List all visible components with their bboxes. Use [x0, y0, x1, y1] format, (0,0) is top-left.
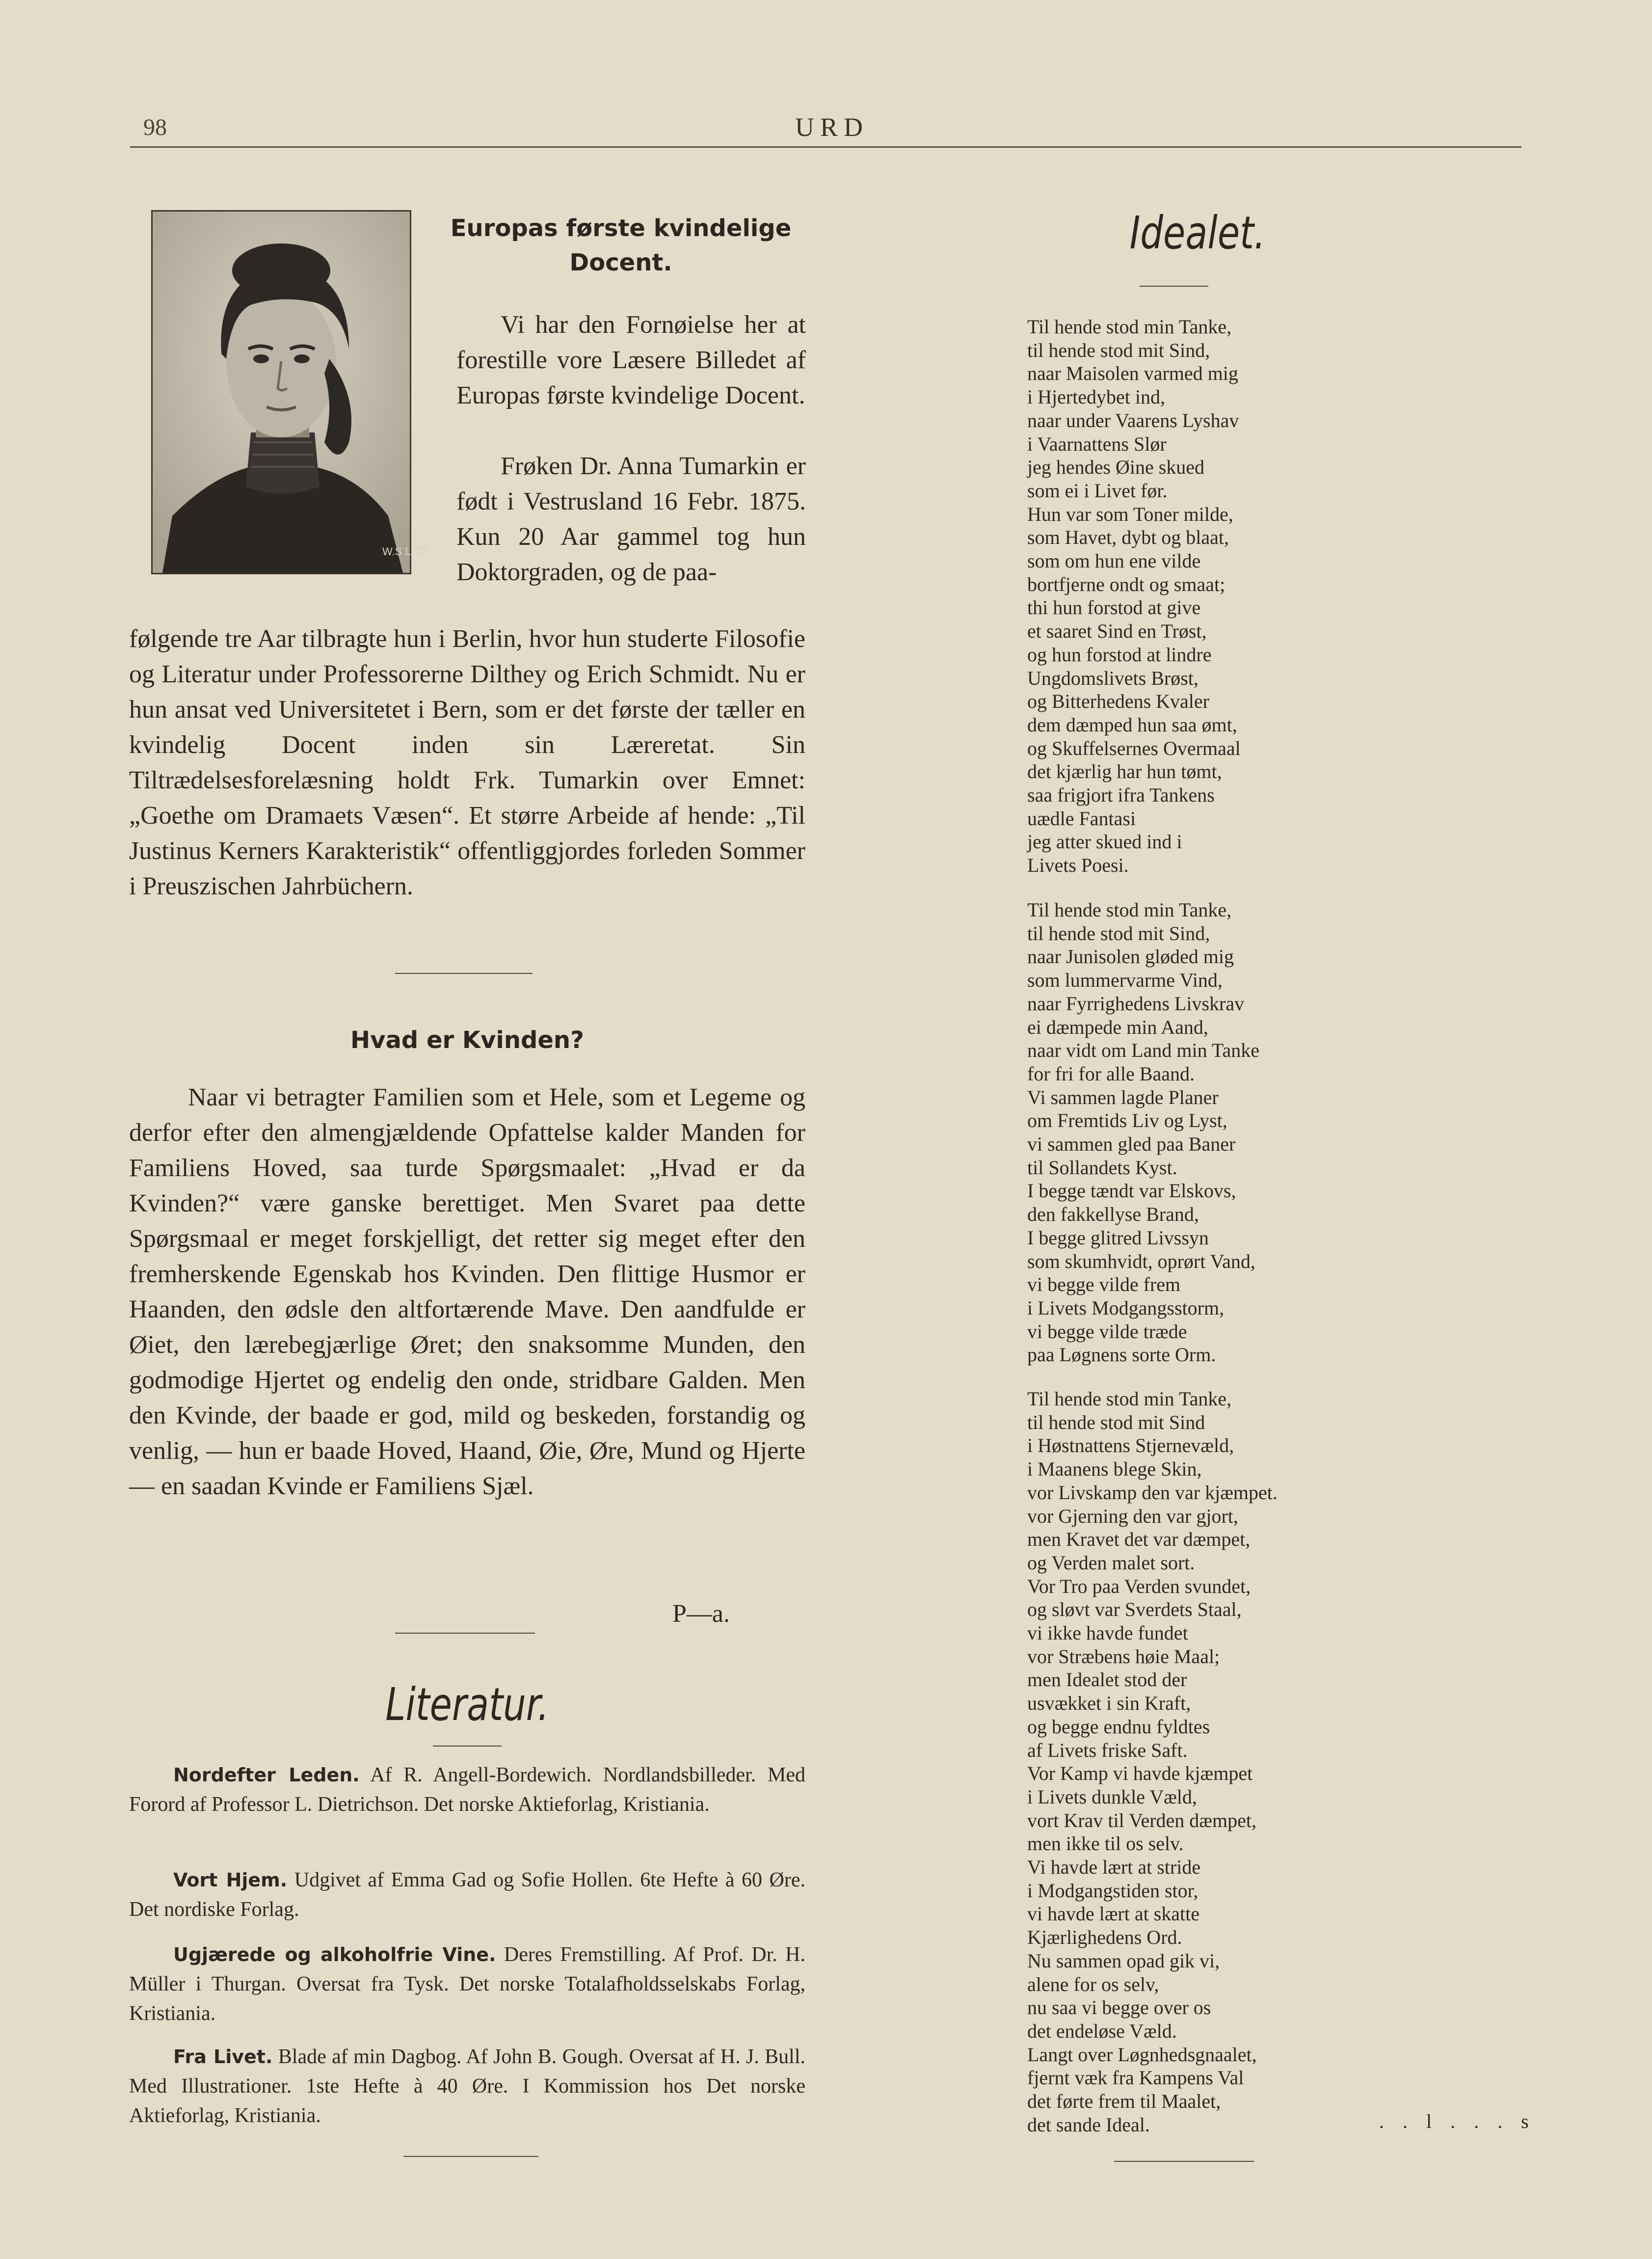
poem-line: I begge tændt var Elskovs,: [1027, 1180, 1236, 1202]
poem-line: men Idealet stod der: [1027, 1668, 1187, 1691]
poem-line: naar under Vaarens Lyshav: [1027, 409, 1239, 431]
poem-stanza-1: [1027, 315, 1469, 877]
poem-line: Hun var som Toner milde,: [1027, 503, 1233, 525]
journal-title: URD: [795, 112, 869, 142]
poem-line: usvækket i sin Kraft,: [1027, 1692, 1191, 1715]
poem-line: og hun forstod at lindre: [1027, 643, 1212, 666]
section-divider: [403, 2156, 538, 2157]
poem-line: jeg atter skued ind i: [1027, 831, 1182, 853]
article-heading-europas: [432, 211, 810, 280]
poem-line: det endeløse Væld.: [1027, 2019, 1177, 2042]
article-paragraph: [456, 449, 806, 620]
poem-line: i Modgangstiden stor,: [1027, 1879, 1199, 1902]
poem-line: naar Maisolen varmed mig: [1027, 362, 1238, 385]
poem-line: Vi sammen lagde Planer: [1027, 1086, 1219, 1108]
poem-line: det sande Ideal.: [1027, 2113, 1150, 2136]
section-divider: [395, 973, 533, 974]
article-body: Naar vi betragter Familien som et Hele, som et Legeme og derfor efter den almengjældende Opfattelse kalder Manden for Familiens Hoved, saa turde Spørgsmaalet: „Hvad er da Kvinden?“ være ganske berettiget. Men Svaret paa dette Spørgsmaal er meget forskjelligt, det retter sig meget efter den fremherskende Egenskab hos Kvinden. Den flittige Husmor er Haanden, den ødsle den altfortærende Mave. Den aandfulde er Øiet, den lærebegjærlige Øret; den snaksomme Munden, den godmodige Hjertet og endelig den onde, stridbare Galden. Men den Kvinde, der baade er god, mild og beskeden, forstandig og venlig, — hun er baade Hoved, Haand, Øie, Øre, Mund og Hjerte — en saadan Kvinde er Familiens Sjæl.: [129, 1083, 805, 1500]
poem-line: vi sammen gled paa Baner: [1027, 1133, 1236, 1156]
portrait-photo: [151, 210, 428, 574]
poem-line: Ungdomslivets Brøst,: [1027, 667, 1199, 689]
poem-line: det kjærlig har hun tømt,: [1027, 760, 1222, 783]
entry-text: Deres Fremstilling. Af Prof. Dr. H. Müller i Thurgan. Oversat fra Tysk. Det norske Totalafholdsselskabs Forlag, Kristiania.: [129, 1943, 806, 2025]
section-divider: [395, 1633, 535, 1634]
poem-line: til hende stod mit Sind,: [1027, 922, 1210, 944]
poem-line: det førte frem til Maalet,: [1027, 2090, 1221, 2113]
poem-line: fjernt væk fra Kampens Val: [1027, 2067, 1244, 2089]
literature-entry: [129, 1760, 805, 1819]
poem-line: som lummervarme Vind,: [1027, 969, 1223, 992]
poem-line: ei dæmpede min Aand,: [1027, 1016, 1208, 1038]
poem-line: til hende stod mit Sind,: [1027, 339, 1210, 361]
entry-title: Ugjærede og alkoholfrie Vine.: [173, 1944, 496, 1965]
poem-line: i Maanens blege Skin,: [1027, 1458, 1202, 1480]
poem-line: I begge glitred Livssyn: [1027, 1226, 1209, 1249]
poem-line: Til hende stod min Tanke,: [1027, 899, 1232, 921]
section-divider: [1114, 2161, 1254, 2162]
paragraph-start: Frøken Dr. Anna Tumarkin er født i Vestrusland 16 Febr. 1875. Kun 20 Aar gammel tog hun Doktorgraden, og de paa-: [456, 452, 806, 586]
poem-line: Langt over Løgnhedsgnaalet,: [1027, 2043, 1257, 2066]
poem-line: vort Krav til Verden dæmpet,: [1027, 1809, 1256, 1831]
poem-line: som skumhvidt, oprørt Vand,: [1027, 1250, 1255, 1272]
poem-line: vi begge vilde træde: [1027, 1320, 1187, 1343]
poem-line: vor Livskamp den var kjæmpet.: [1027, 1481, 1278, 1504]
poem-line: og Skuffelsernes Overmaal: [1027, 737, 1241, 759]
poem-line: bortfjerne ondt og smaat;: [1027, 573, 1226, 595]
poem-line: paa Løgnens sorte Orm.: [1027, 1344, 1216, 1366]
heading-underline: [1140, 286, 1208, 287]
poem-line: jeg hendes Øine skued: [1027, 456, 1205, 479]
poem-line: naar vidt om Land min Tanke: [1027, 1039, 1260, 1062]
poem-stanza-2: [1027, 898, 1469, 1367]
literature-entry: [129, 1940, 805, 2028]
poem-line: naar Fyrrighedens Livskrav: [1027, 992, 1245, 1015]
poem-line: Til hende stod min Tanke,: [1027, 316, 1232, 338]
poem-line: til hende stod mit Sind: [1027, 1411, 1205, 1433]
poem-line: dem dæmped hun saa ømt,: [1027, 713, 1237, 736]
poem-line: Vor Tro paa Verden svundet,: [1027, 1575, 1251, 1597]
article-signature: P—a.: [672, 1600, 730, 1628]
poem-line: uædle Fantasi: [1027, 807, 1136, 830]
poem-signature: . . l . . . s: [1379, 2110, 1536, 2132]
poem-line: Kjærlighedens Ord.: [1027, 1926, 1182, 1949]
heading-line-1: Europas første kvindelige: [450, 215, 792, 242]
poem-line: som om hun ene vilde: [1027, 550, 1201, 572]
article-paragraph-continued: følgende tre Aar tilbragte hun i Berlin, hvor hun studerte Filosofie og Literatur under Professorerne Dilthey og Erich Schmidt. Nu er hun ansat ved Universitetet i Bern, som er det første der tæller en kvindelig Docent inden sin Læreretat. Sin Tiltrædelsesforelæsning holdt Frk. Tumarkin over Emnet: „Goethe om Dramaets Væsen“. Et større Arbeide af hende: „Til Justinus Kerners Karakteristik“ offentliggjordes forleden Sommer i Preuszischen Jahrbüchern.: [129, 625, 805, 900]
poem-line: et saaret Sind en Trøst,: [1027, 620, 1207, 643]
poem-line: og sløvt var Sverdets Staal,: [1027, 1598, 1242, 1621]
poem-line: som ei i Livet før.: [1027, 479, 1168, 502]
poem-stanza-3: [1027, 1387, 1469, 2137]
poem-line: i Hjertedybet ind,: [1027, 386, 1166, 408]
literature-entry: [129, 2042, 805, 2130]
portrait-photo-icon: [153, 212, 428, 573]
poem-title: Idealet.: [1129, 207, 1266, 259]
entry-title: Vort Hjem.: [173, 1869, 288, 1891]
poem-line: i Livets Modgangsstorm,: [1027, 1296, 1225, 1319]
poem-line: alene for os selv,: [1027, 1973, 1159, 1995]
header-rule: [130, 146, 1521, 148]
poem-line: Til hende stod min Tanke,: [1027, 1388, 1232, 1410]
entry-title: Nordefter Leden.: [173, 1764, 360, 1786]
poem-line: i Livets dunkle Væld,: [1027, 1785, 1197, 1808]
literatur-heading: Literatur.: [385, 1678, 549, 1731]
poem-line: som Havet, dybt og blaat,: [1027, 526, 1229, 549]
poem-line: og Verden malet sort.: [1027, 1551, 1195, 1574]
poem-line: nu saa vi begge over os: [1027, 1996, 1211, 2019]
poem-line: thi hun forstod at give: [1027, 596, 1201, 619]
poem-line: i Høstnattens Stjernevæld,: [1027, 1434, 1234, 1457]
poem-line: Vi havde lært at stride: [1027, 1856, 1201, 1879]
poem-line: Vor Kamp vi havde kjæmpet: [1027, 1762, 1253, 1785]
article-heading-hvad: Hvad er Kvinden?: [350, 1026, 584, 1054]
entry-text: Udgivet af Emma Gad og Sofie Hollen. 6te Hefte à 60 Øre. Det nordiske Forlag.: [129, 1869, 805, 1921]
poem-line: og Bitterhedens Kvaler: [1027, 690, 1209, 713]
poem-line: den fakkellyse Brand,: [1027, 1203, 1199, 1226]
poem-line: vi begge vilde frem: [1027, 1273, 1181, 1296]
poem-line: for fri for alle Baand.: [1027, 1062, 1195, 1085]
heading-line-2: Docent.: [569, 249, 672, 276]
entry-text: Blade af min Dagbog. Af John B. Gough. Oversat af H. J. Bull. Med Illustrationer. 1ste Hefte à 40 Øre. I Kommission hos Det norske Aktieforlag, Kristiania.: [129, 2045, 805, 2127]
poem-line: om Fremtids Liv og Lyst,: [1027, 1109, 1227, 1132]
poem-line: af Livets friske Saft.: [1027, 1739, 1188, 1761]
poem-line: Nu sammen opad gik vi,: [1027, 1949, 1220, 1972]
poem-line: saa frigjort ifra Tankens: [1027, 784, 1215, 807]
poem-line: vi havde lært at skatte: [1027, 1903, 1200, 1925]
poem-line: vor Stræbens høie Maal;: [1027, 1645, 1220, 1667]
poem-line: vor Gjerning den var gjort,: [1027, 1505, 1238, 1527]
literature-entry: [129, 1865, 805, 1924]
article-paragraph: Vi har den Fornøielse her at forestille vore Læsere Billedet af Europas første kvindelige Docent.: [456, 311, 806, 409]
entry-text: Af R. Angell-Bordewich. Nordlandsbilleder. Med Forord af Professor L. Dietrichson. Det norske Aktieforlag, Kristiania.: [129, 1764, 806, 1816]
poem-line: vi ikke havde fundet: [1027, 1622, 1188, 1644]
entry-title: Fra Livet.: [173, 2046, 273, 2068]
poem-line: naar Junisolen gløded mig: [1027, 945, 1234, 968]
poem-line: men Kravet det var dæmpet,: [1027, 1528, 1251, 1551]
heading-underline: [433, 1746, 502, 1747]
poem-line: i Vaarnattens Slør: [1027, 432, 1167, 455]
poem-line: Livets Poesi.: [1027, 854, 1129, 877]
photo-monogram: W.S L.C3: [382, 545, 428, 558]
poem-line: men ikke til os selv.: [1027, 1832, 1184, 1855]
poem-line: og begge endnu fyldtes: [1027, 1715, 1210, 1738]
page-number: 98: [143, 114, 167, 140]
poem-line: til Sollandets Kyst.: [1027, 1156, 1177, 1179]
